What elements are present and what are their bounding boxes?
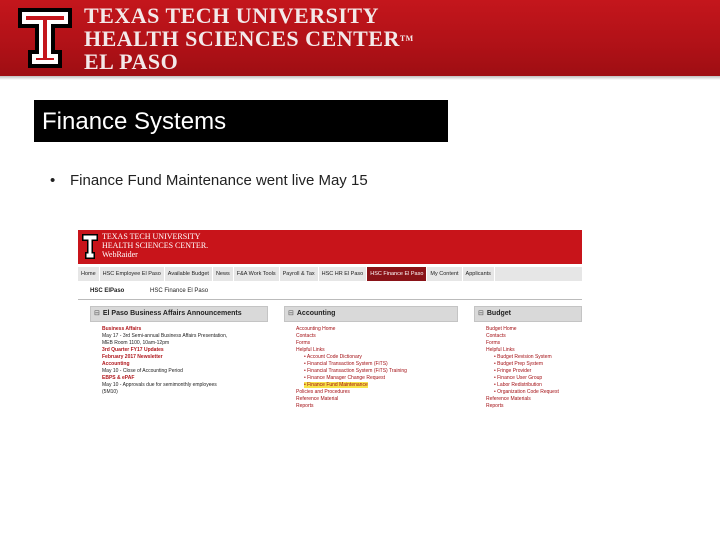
panel-link[interactable]: Accounting Home [296,326,336,332]
list-item [486,347,582,354]
panel-link[interactable]: Helpful Links [486,347,515,353]
list-item [296,368,458,375]
panel-link[interactable]: Budget Home [486,326,517,332]
panel-link[interactable]: • Finance User Group [494,375,543,381]
bullet-item [50,172,368,189]
list-item [102,340,268,347]
panel-header [474,306,582,322]
university-line-3: EL PASO [84,49,179,74]
panel-link[interactable]: • Budget Revision System [494,354,552,360]
nav-tab[interactable]: HSC Finance El Paso [367,267,427,281]
list-item [486,368,582,375]
panel-link[interactable]: Reports [296,403,314,409]
panel-link[interactable]: • Fringe Provider [494,368,532,374]
list-item [296,389,458,396]
nav-tab[interactable]: Applicants [463,267,495,281]
panel-link[interactable]: (5M10) [102,389,118,395]
list-item [102,368,268,375]
list-item [296,340,458,347]
list-item [486,333,582,340]
panel-link[interactable]: Reports [486,403,504,409]
panel-link[interactable]: • Organization Code Request [494,389,559,395]
panel-body [474,322,582,410]
list-item [296,403,458,410]
collapse-icon[interactable]: ⊟ [288,310,294,317]
breadcrumb-item-finance[interactable]: HSC Finance El Paso [150,288,209,294]
list-item [296,396,458,403]
list-item [102,375,268,382]
list-item [102,347,268,354]
list-item [486,396,582,403]
list-item [296,354,458,361]
panel-link[interactable]: Contacts [296,333,316,339]
webraider-nav-tabs [78,267,582,281]
panel-link[interactable]: 3rd Quarter FY17 Updates [102,347,164,353]
nav-tab[interactable]: Payroll & Tax [280,267,319,281]
university-line-2: HEALTH SCIENCES CENTER [84,26,400,51]
panel-title: Accounting [296,310,336,317]
bullet-text: Finance Fund Maintenance went live May 15 [70,172,368,189]
nav-tab[interactable]: F&A Work Tools [234,267,280,281]
panel-link[interactable]: Helpful Links [296,347,325,353]
panel-link[interactable]: Forms [296,340,311,346]
accounting-panel [284,306,458,436]
bullet-icon: • [50,172,56,189]
panel-link[interactable]: Reference Materials [486,396,531,402]
panel-link[interactable]: • Budget Prep System [494,361,543,367]
panel-link[interactable]: • Labor Redistribution [494,382,542,388]
budget-panel [474,306,582,436]
webraider-header [78,230,582,264]
panel-body [90,322,268,396]
slide-title-bar [34,100,448,142]
list-item [296,333,458,340]
list-item [486,361,582,368]
breadcrumb [78,285,582,300]
nav-tab[interactable]: My Content [427,267,462,281]
double-t-logo-icon [82,233,98,260]
list-item [102,361,268,368]
list-item [486,389,582,396]
double-t-logo-icon [16,6,74,70]
nav-tab[interactable]: Available Budget [165,267,213,281]
panel-link[interactable]: EBPS & ePAF [102,375,135,381]
panel-body [284,322,458,410]
nav-tab[interactable]: HSC Employee El Paso [100,267,165,281]
list-item [296,382,458,389]
university-line-1: TEXAS TECH UNIVERSITY [84,3,379,28]
list-item [486,382,582,389]
panel-link[interactable]: May 17 - 3rd Semi-annual Business Affairs Presentation, [102,333,228,339]
panel-link[interactable]: • Financial Transaction System (FiTS) [304,361,388,367]
panel-link[interactable]: Business Affairs [102,326,142,332]
panel-link[interactable]: Contacts [486,333,506,339]
slide-title: Finance Systems [42,108,227,135]
panel-header [284,306,458,322]
announcements-panel [90,306,268,436]
trademark-mark: TM [399,34,414,43]
nav-tab[interactable]: News [213,267,234,281]
list-item [486,375,582,382]
breadcrumb-item-el-paso[interactable]: HSC ElPaso [90,288,125,294]
panel-link[interactable]: • Finance Fund Maintenance [304,382,368,388]
panel-link[interactable]: Reference Material [296,396,339,402]
panel-link[interactable]: MEB Room 1100, 10am-12pm [102,340,170,346]
panel-link[interactable]: Accounting [102,361,130,367]
panel-link[interactable]: • Account Code Dictionary [304,354,362,360]
collapse-icon[interactable]: ⊟ [478,310,484,317]
panel-link[interactable]: Policies and Procedures [296,389,350,395]
panel-header [90,306,268,322]
panel-link[interactable]: February 2017 Newsletter [102,354,163,360]
list-item [296,347,458,354]
panel-link[interactable]: May 10 - Close of Accounting Period [102,368,183,374]
list-item [102,382,268,389]
nav-tab[interactable]: Home [78,267,100,281]
webraider-title-line-3: WebRaider [102,250,138,259]
list-item [102,354,268,361]
banner-shadow [0,76,720,80]
webraider-screenshot [78,230,582,436]
panel-title: El Paso Business Affairs Announcements [102,310,242,317]
panel-link[interactable]: Forms [486,340,501,346]
list-item [296,326,458,333]
webraider-title-line-1: TEXAS TECH UNIVERSITY [102,232,201,241]
nav-tab[interactable]: HSC HR El Paso [319,267,368,281]
list-item [486,326,582,333]
header-banner [0,0,720,76]
list-item [486,403,582,410]
list-item [102,389,268,396]
panel-link[interactable]: • Financial Transaction System (FiTS) Training [304,368,407,374]
list-item [486,354,582,361]
list-item [296,361,458,368]
panel-link[interactable]: • Finance Manager Change Request [304,375,385,381]
list-item [296,375,458,382]
collapse-icon[interactable]: ⊟ [94,310,100,317]
university-name [84,4,414,73]
list-item [486,340,582,347]
panel-link[interactable]: May 10 - Approvals due for semimonthly employees [102,382,217,388]
webraider-title-line-2: HEALTH SCIENCES CENTER. [102,241,209,250]
webraider-title [102,232,208,259]
list-item [102,333,268,340]
panel-title: Budget [486,310,511,317]
list-item [102,326,268,333]
